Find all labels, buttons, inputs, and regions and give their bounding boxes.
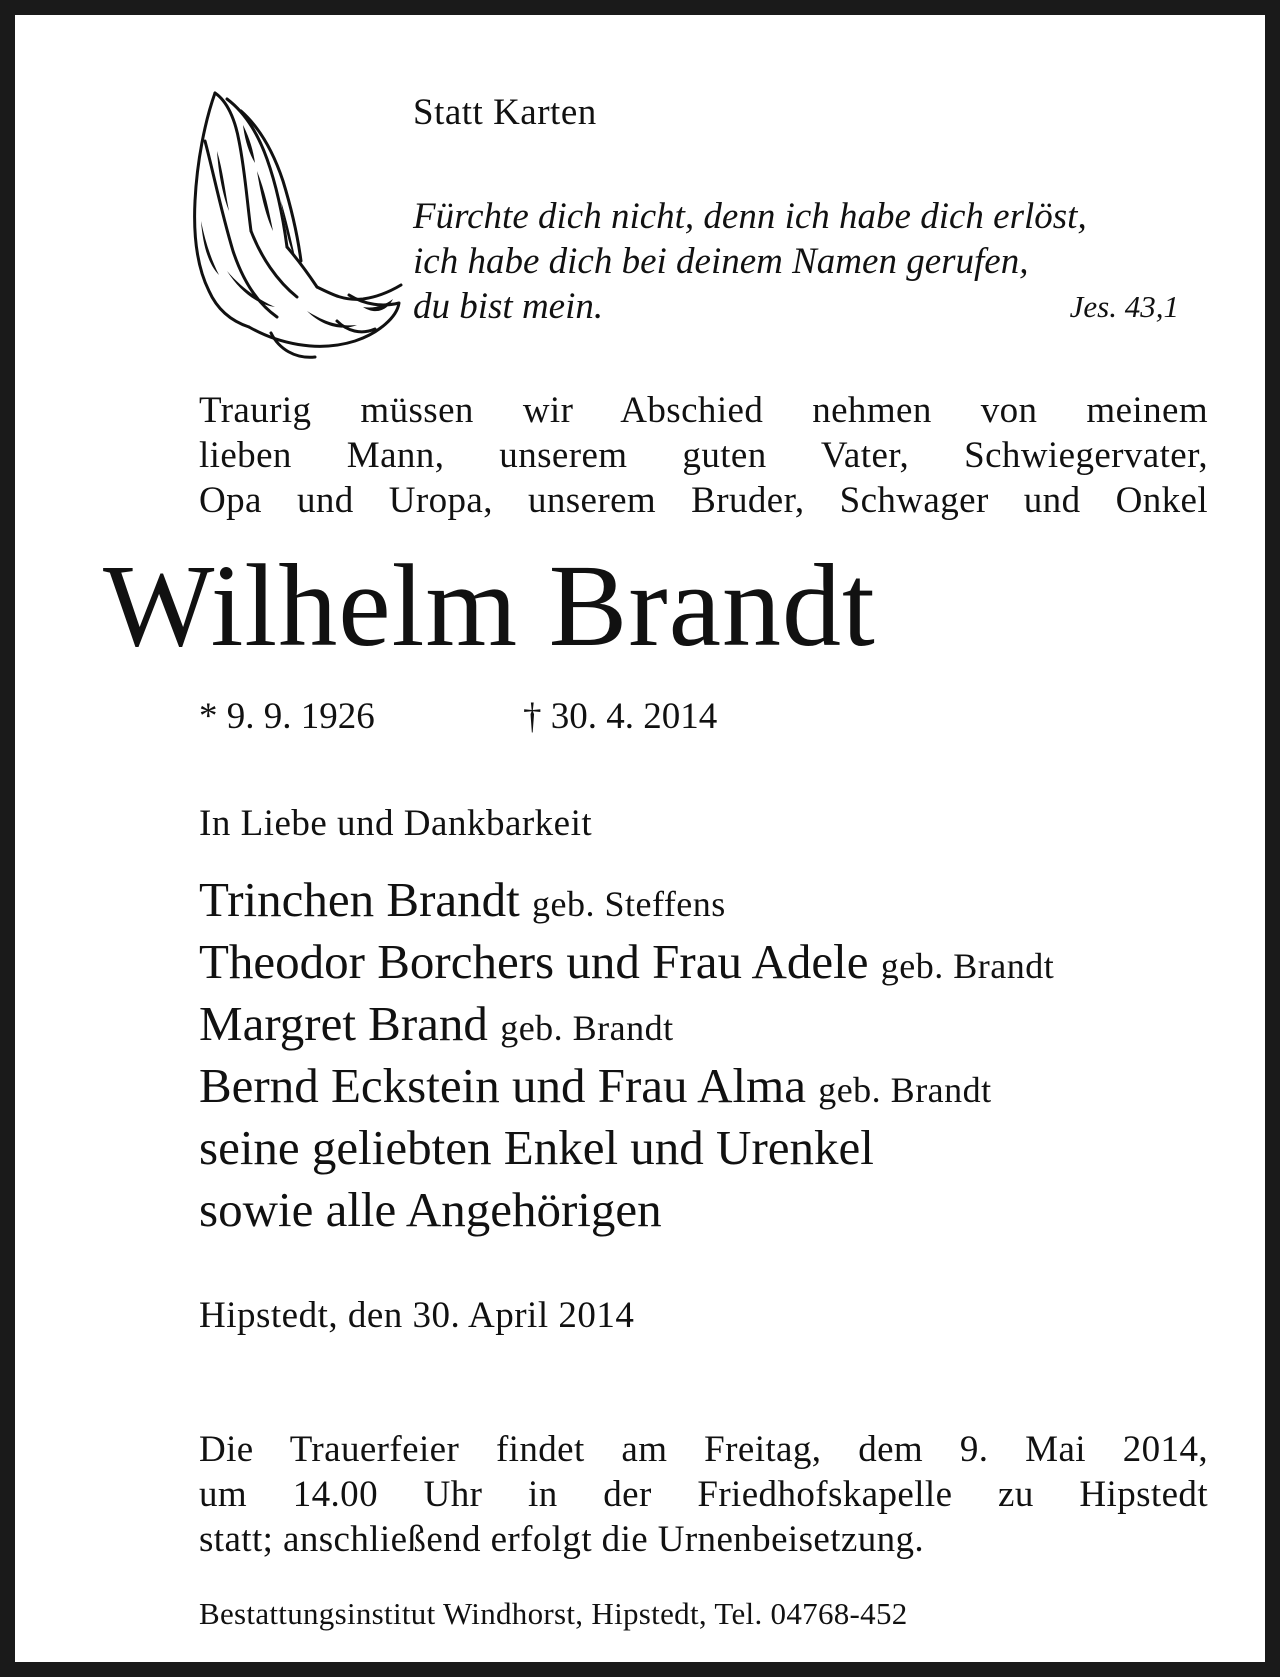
mourner-name: seine geliebten Enkel und Urenkel <box>199 1120 874 1175</box>
praying-hands-icon <box>187 81 407 361</box>
verse-line-1: Fürchte dich nicht, denn ich habe dich erlöst, <box>413 196 1087 237</box>
intro-line-1: Traurig müssen wir Abschied nehmen von meinem <box>199 390 1208 431</box>
funeral-line-2: um 14.00 Uhr in der Friedhofskapelle zu Hipstedt <box>199 1474 1208 1515</box>
mourner-maiden-name: geb. Brandt <box>818 1070 992 1110</box>
intro-line-2: lieben Mann, unserem guten Vater, Schwiegervater, <box>199 435 1208 476</box>
verse-line-2: ich habe dich bei deinem Namen gerufen, <box>413 241 1029 282</box>
funeral-line-1: Die Trauerfeier findet am Freitag, dem 9. Mai 2014, <box>199 1429 1208 1470</box>
mourners-intro: In Liebe und Dankbarkeit <box>199 803 593 844</box>
mourner-name: Margret Brand <box>199 996 488 1051</box>
verse-reference: Jes. 43,1 <box>1069 289 1179 324</box>
mourner-line <box>199 1181 662 1238</box>
mourner-maiden-name: geb. Steffens <box>532 884 726 924</box>
mourner-name: Theodor Borchers und Frau Adele <box>199 934 869 989</box>
mourner-name: Trinchen Brandt <box>199 872 520 927</box>
intro-line-3: Opa und Uropa, unserem Bruder, Schwager und Onkel <box>199 480 1208 521</box>
mourner-line <box>199 933 1054 990</box>
mourner-name: Bernd Eckstein und Frau Alma <box>199 1058 806 1113</box>
verse-line-3: du bist mein. <box>413 286 604 327</box>
mourner-maiden-name: geb. Brandt <box>500 1008 674 1048</box>
funeral-line-3: statt; anschließend erfolgt die Urnenbeisetzung. <box>199 1519 925 1560</box>
mourner-name: sowie alle Angehörigen <box>199 1182 662 1237</box>
mourner-line <box>199 995 674 1052</box>
mourner-line <box>199 1119 874 1176</box>
undertaker-contact: Bestattungsinstitut Windhorst, Hipstedt, Tel. 04768-452 <box>199 1596 908 1631</box>
death-date: † 30. 4. 2014 <box>523 696 718 737</box>
deceased-name: Wilhelm Brandt <box>103 540 876 671</box>
header-statt-karten: Statt Karten <box>413 92 597 133</box>
mourner-maiden-name: geb. Brandt <box>880 946 1055 986</box>
birth-date: * 9. 9. 1926 <box>199 696 375 737</box>
place-date: Hipstedt, den 30. April 2014 <box>199 1295 635 1336</box>
mourner-line <box>199 1057 992 1114</box>
mourner-line <box>199 871 726 928</box>
